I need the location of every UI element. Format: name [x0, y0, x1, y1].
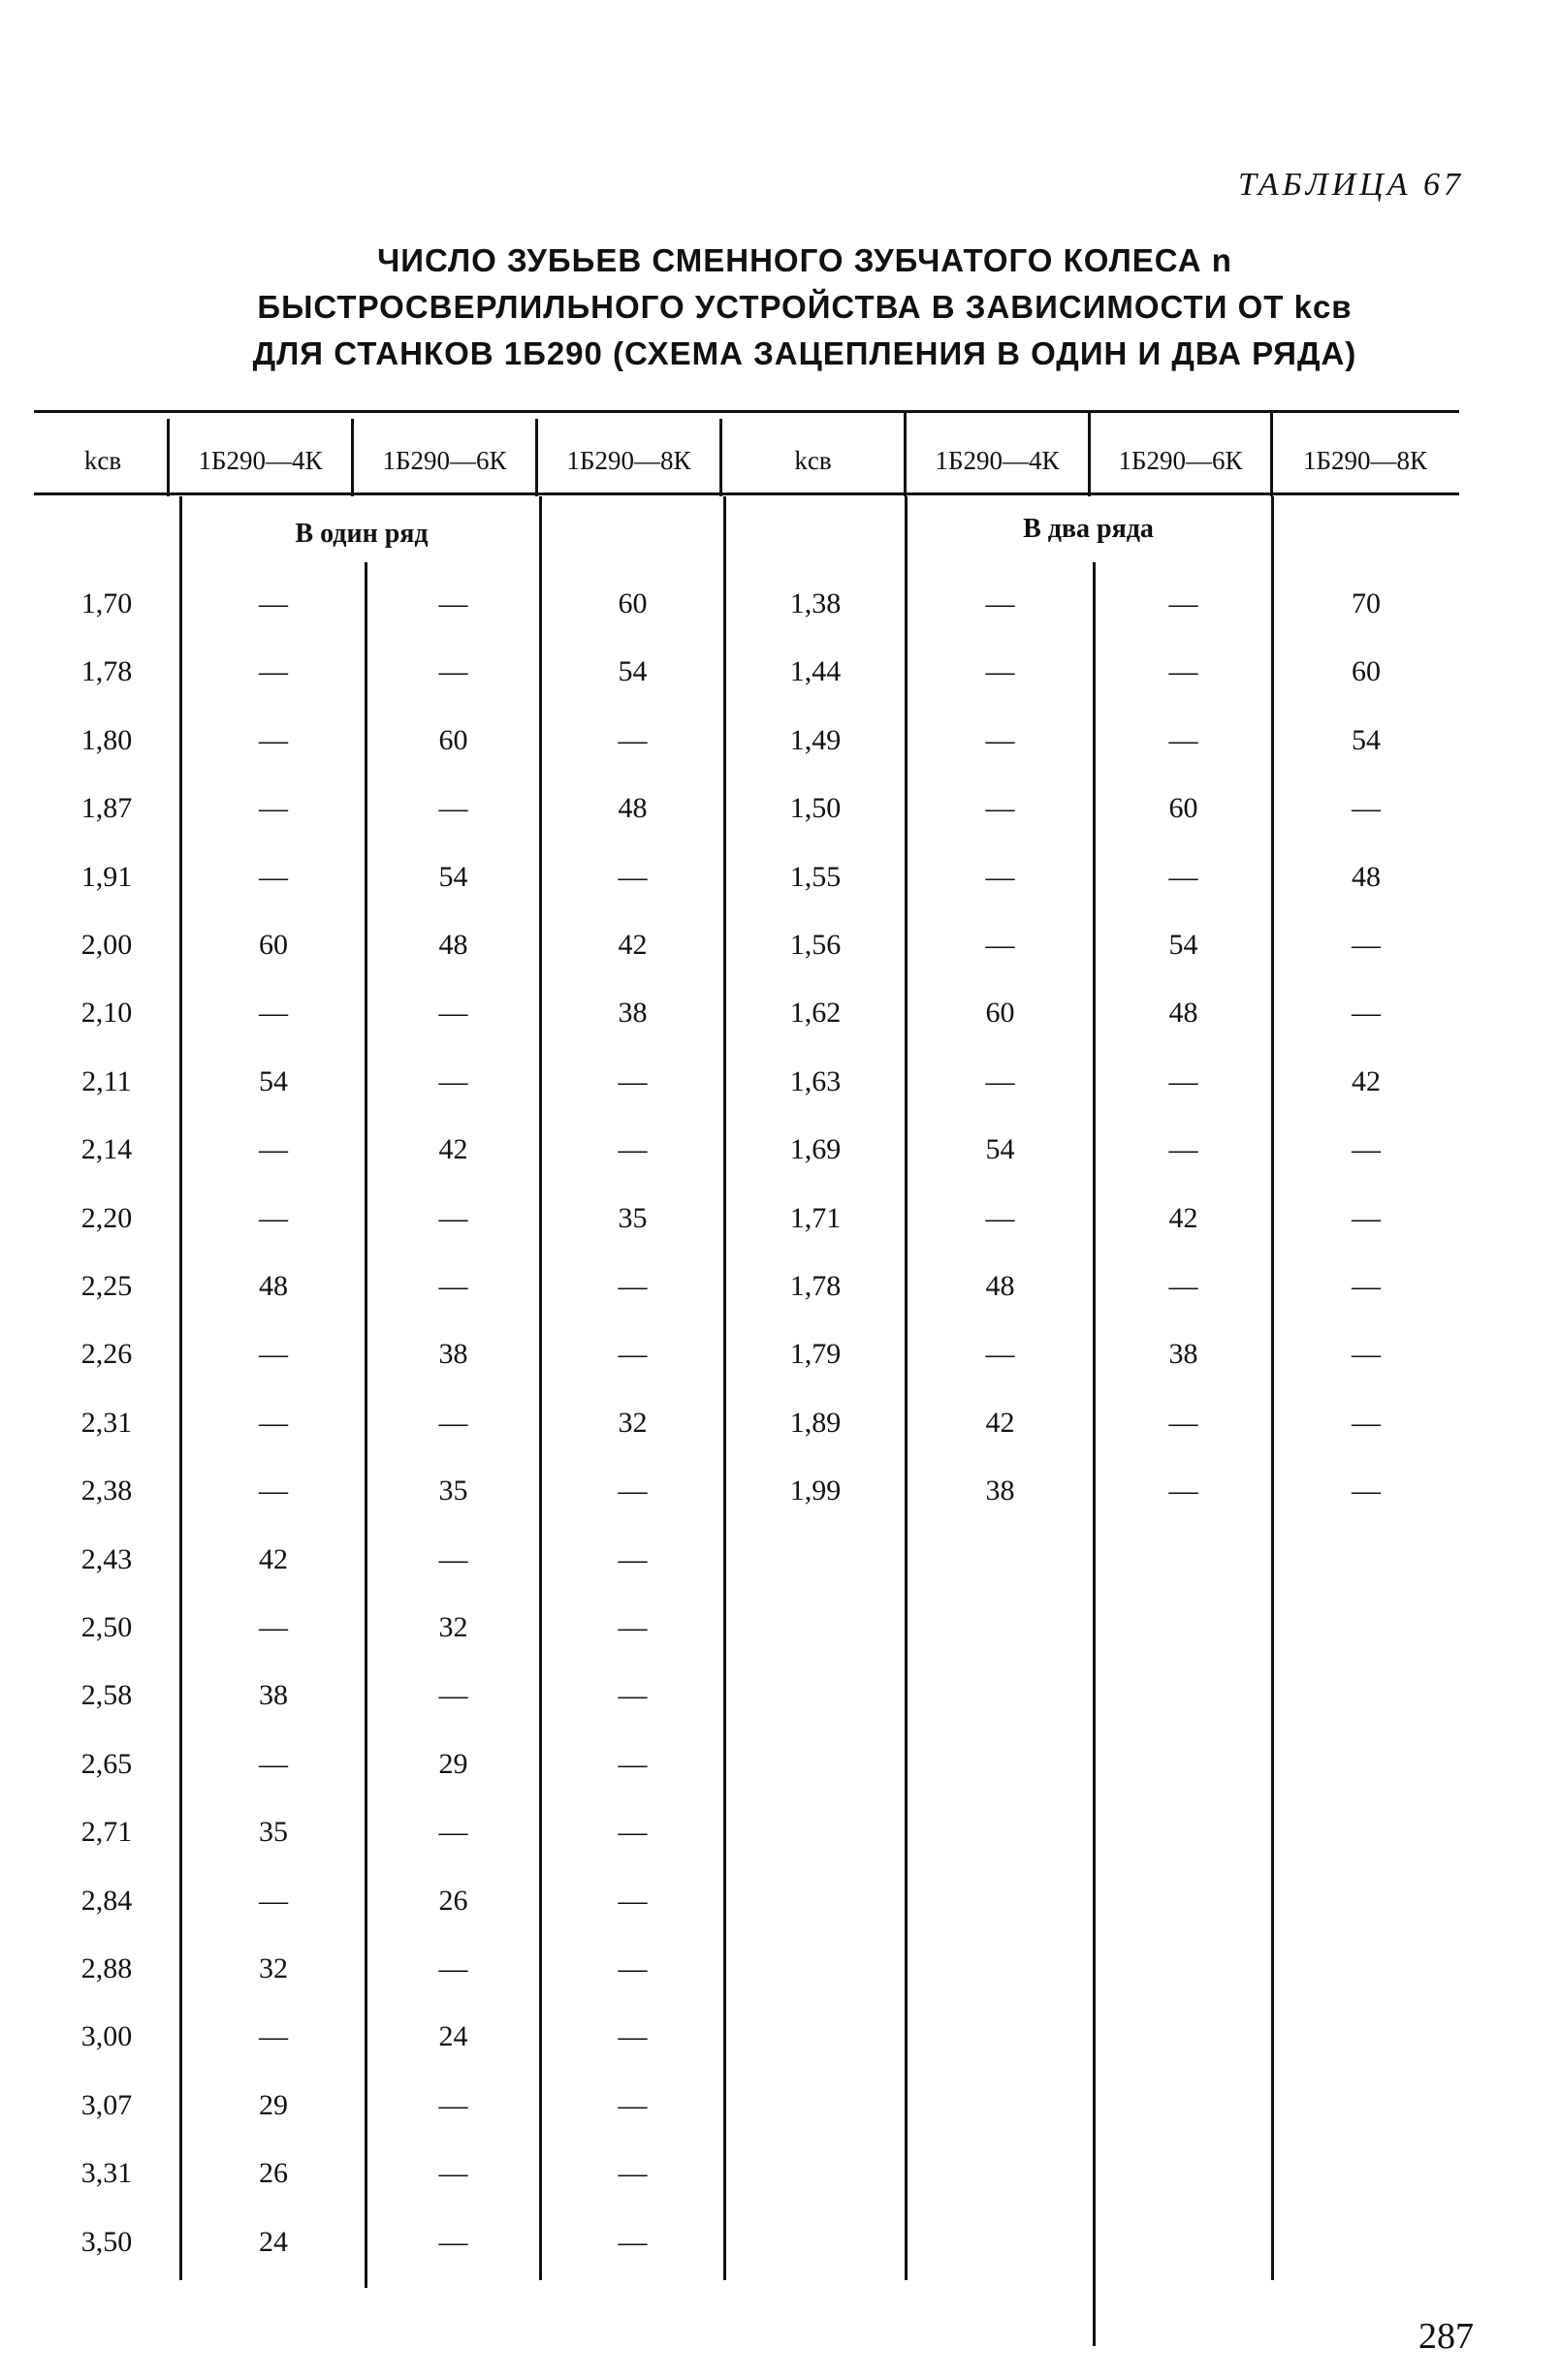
one_row-cell-8k: 42 — [618, 929, 648, 961]
one_row-cell-8k: — — [618, 860, 648, 893]
one_row-cell-kcv: 3,00 — [80, 2020, 133, 2053]
one_row-cell-4k: 32 — [259, 1952, 288, 1984]
one_row-cell-8k: — — [618, 2020, 648, 2053]
one_row-cell-8k: — — [618, 1064, 648, 1097]
one_row-cell-8k: 32 — [618, 1406, 648, 1439]
one_row-cell-kcv: 2,65 — [80, 1747, 133, 1780]
one_row-cell-8k: — — [618, 723, 648, 756]
two_rows-cell-6k: 54 — [1168, 929, 1198, 961]
column-divider — [905, 496, 908, 2280]
one_row-cell-6k: 29 — [438, 1747, 468, 1780]
two_rows-cell-4k: — — [985, 723, 1015, 756]
one_row-cell-8k: — — [618, 1747, 648, 1780]
one_row-cell-kcv: 1,87 — [80, 792, 133, 825]
two_rows-cell-8k: — — [1352, 1475, 1381, 1507]
two_rows-cell-6k: 60 — [1168, 792, 1198, 825]
two_rows-cell-6k: 38 — [1168, 1338, 1198, 1371]
column-divider — [539, 496, 542, 2280]
one_row-cell-8k: — — [618, 1816, 648, 1849]
one_row-cell-8k: — — [618, 2225, 648, 2258]
one_row-cell-kcv: 2,00 — [80, 929, 133, 961]
one_row-cell-8k: 35 — [618, 1201, 648, 1234]
two_rows-cell-kcv: 1,79 — [789, 1338, 842, 1371]
two_rows-cell-8k: — — [1352, 1270, 1381, 1302]
table-label: ТАБЛИЦА 67 — [1238, 167, 1464, 203]
one_row-cell-4k: 35 — [259, 1816, 288, 1849]
one_row-cell-8k: — — [618, 1611, 648, 1643]
one_row-cell-6k: — — [438, 2225, 468, 2258]
two_rows-cell-6k: — — [1168, 1133, 1198, 1166]
column-divider — [1271, 496, 1274, 2280]
header-1b290-8k: 1Б290—8К — [1302, 446, 1427, 475]
one_row-cell-8k: — — [618, 1952, 648, 1984]
one_row-cell-4k: — — [259, 1201, 288, 1234]
one_row-cell-4k: 26 — [259, 2157, 288, 2190]
two_rows-cell-kcv: 1,78 — [789, 1270, 842, 1302]
one_row-cell-4k: — — [259, 2020, 288, 2053]
one_row-cell-kcv: 2,31 — [80, 1406, 133, 1439]
two_rows-cell-kcv: 1,44 — [789, 655, 842, 688]
one_row-cell-4k: 38 — [259, 1679, 288, 1712]
one_row-cell-4k: — — [259, 1133, 288, 1166]
one_row-cell-8k: 38 — [618, 997, 648, 1030]
two_rows-cell-6k: 42 — [1168, 1201, 1198, 1234]
two_rows-cell-4k: 38 — [985, 1475, 1015, 1507]
column-divider — [179, 496, 182, 2280]
one_row-cell-kcv: 2,50 — [80, 1611, 133, 1643]
one_row-cell-6k: 26 — [438, 1884, 468, 1917]
two_rows-cell-4k: — — [985, 860, 1015, 893]
two_rows-cell-4k: — — [985, 1338, 1015, 1371]
one_row-cell-6k: — — [438, 1679, 468, 1712]
two_rows-cell-8k: — — [1352, 792, 1381, 825]
one_row-cell-6k: — — [438, 1542, 468, 1575]
one_row-cell-8k: — — [618, 1884, 648, 1917]
two_rows-cell-4k: 54 — [985, 1133, 1015, 1166]
one_row-cell-6k: 48 — [438, 929, 468, 961]
two_rows-cell-kcv: 1,62 — [789, 997, 842, 1030]
one_row-cell-6k: 24 — [438, 2020, 468, 2053]
one_row-cell-kcv: 2,10 — [80, 997, 133, 1030]
two_rows-cell-6k: — — [1168, 1475, 1198, 1507]
one_row-cell-4k: — — [259, 1475, 288, 1507]
two_rows-cell-kcv: 1,56 — [789, 929, 842, 961]
one_row-cell-kcv: 2,26 — [80, 1338, 133, 1371]
one_row-cell-kcv: 2,11 — [81, 1064, 132, 1097]
one_row-cell-kcv: 2,84 — [80, 1884, 133, 1917]
two_rows-cell-8k: — — [1352, 1201, 1381, 1234]
one_row-cell-kcv: 3,31 — [80, 2157, 133, 2190]
two_rows-cell-6k: 48 — [1168, 997, 1198, 1030]
two_rows-cell-6k: — — [1168, 655, 1198, 688]
one_row-cell-kcv: 2,20 — [80, 1201, 133, 1234]
one_row-cell-4k: — — [259, 1338, 288, 1371]
table-top-rule — [34, 410, 1459, 413]
two_rows-cell-8k: — — [1352, 1338, 1381, 1371]
one_row-cell-4k: 24 — [259, 2225, 288, 2258]
one_row-cell-6k: 38 — [438, 1338, 468, 1371]
two_rows-cell-6k: — — [1168, 860, 1198, 893]
one_row-cell-4k: 48 — [259, 1270, 288, 1302]
column-divider — [723, 496, 726, 2280]
one_row-cell-4k: — — [259, 587, 288, 619]
one_row-cell-4k: — — [259, 860, 288, 893]
two_rows-cell-6k: — — [1168, 1270, 1198, 1302]
two_rows-cell-4k: 48 — [985, 1270, 1015, 1302]
one_row-cell-6k: — — [438, 1816, 468, 1849]
two_rows-cell-4k: — — [985, 655, 1015, 688]
one_row-cell-kcv: 1,70 — [80, 587, 133, 619]
page-number: 287 — [1418, 2316, 1474, 2357]
header-kcv: kсв — [794, 446, 832, 475]
one_row-cell-4k: 29 — [259, 2088, 288, 2121]
two_rows-cell-8k: — — [1352, 997, 1381, 1030]
two_rows-cell-kcv: 1,69 — [789, 1133, 842, 1166]
one_row-cell-6k: 35 — [438, 1475, 468, 1507]
one_row-cell-8k: 48 — [618, 792, 648, 825]
two_rows-cell-6k: — — [1168, 1406, 1198, 1439]
one_row-cell-kcv: 2,88 — [80, 1952, 133, 1984]
two_rows-cell-kcv: 1,38 — [789, 587, 842, 619]
one_row-cell-8k: — — [618, 1338, 648, 1371]
one_row-cell-6k: — — [438, 1406, 468, 1439]
two_rows-cell-4k: — — [985, 1064, 1015, 1097]
one_row-cell-6k: — — [438, 1952, 468, 1984]
two_rows-cell-4k: 42 — [985, 1406, 1015, 1439]
one_row-cell-8k: — — [618, 2157, 648, 2190]
two_rows-cell-kcv: 1,63 — [789, 1064, 842, 1097]
one_row-cell-6k: — — [438, 1201, 468, 1234]
two_rows-cell-kcv: 1,99 — [789, 1475, 842, 1507]
two_rows-cell-4k: — — [985, 929, 1015, 961]
two_rows-cell-8k: 70 — [1352, 587, 1381, 619]
one_row-cell-8k: — — [618, 1475, 648, 1507]
two_rows-cell-6k: — — [1168, 1064, 1198, 1097]
header-1b290-6k: 1Б290—6К — [1118, 446, 1243, 475]
one_row-cell-8k: 60 — [618, 587, 648, 619]
column-divider — [1093, 562, 1096, 2346]
two_rows-cell-kcv: 1,49 — [789, 723, 842, 756]
one_row-cell-8k: — — [618, 1133, 648, 1166]
two_rows-cell-4k: — — [985, 587, 1015, 619]
one_row-cell-8k: — — [618, 2088, 648, 2121]
one_row-cell-kcv: 2,71 — [80, 1816, 133, 1849]
one_row-cell-6k: — — [438, 792, 468, 825]
one_row-cell-6k: 60 — [438, 723, 468, 756]
two_rows-cell-4k: — — [985, 792, 1015, 825]
one_row-cell-4k: 54 — [259, 1064, 288, 1097]
two_rows-cell-8k: — — [1352, 1406, 1381, 1439]
one_row-cell-6k: — — [438, 2157, 468, 2190]
one_row-cell-8k: 54 — [618, 655, 648, 688]
one_row-cell-4k: 60 — [259, 929, 288, 961]
one_row-cell-kcv: 1,80 — [80, 723, 133, 756]
title-line-1: ЧИСЛО ЗУБЬЕВ СМЕННОГО ЗУБЧАТОГО КОЛЕСА n — [377, 242, 1232, 278]
one_row-cell-kcv: 2,38 — [80, 1475, 133, 1507]
table-title — [136, 238, 1474, 377]
title-line-2: БЫСТРОСВЕРЛИЛЬНОГО УСТРОЙСТВА В ЗАВИСИМОСТИ ОТ kсв — [257, 289, 1353, 325]
one_row-cell-8k: — — [618, 1270, 648, 1302]
one_row-cell-6k: 54 — [438, 860, 468, 893]
one_row-cell-6k: — — [438, 2088, 468, 2121]
one_row-cell-kcv: 1,78 — [80, 655, 133, 688]
one_row-cell-kcv: 1,91 — [80, 860, 133, 893]
one_row-cell-kcv: 2,14 — [80, 1133, 133, 1166]
one_row-cell-8k: — — [618, 1542, 648, 1575]
header-1b290-8k: 1Б290—8К — [566, 446, 691, 475]
header-1b290-4k: 1Б290—4К — [198, 446, 323, 475]
two_rows-cell-4k: — — [985, 1201, 1015, 1234]
header-1b290-4k: 1Б290—4К — [935, 446, 1060, 475]
one_row-cell-kcv: 3,07 — [80, 2088, 133, 2121]
subheader-two-rows: В два ряда — [1023, 514, 1154, 544]
one_row-cell-kcv: 2,43 — [80, 1542, 133, 1575]
two_rows-cell-4k: 60 — [985, 997, 1015, 1030]
title-line-3: ДЛЯ СТАНКОВ 1Б290 (СХЕМА ЗАЦЕПЛЕНИЯ В ОДИН И ДВА РЯДА) — [252, 335, 1357, 371]
one_row-cell-4k: 42 — [259, 1542, 288, 1575]
two_rows-cell-kcv: 1,55 — [789, 860, 842, 893]
two_rows-cell-6k: — — [1168, 723, 1198, 756]
one_row-cell-6k: — — [438, 1270, 468, 1302]
two_rows-cell-kcv: 1,50 — [789, 792, 842, 825]
one_row-cell-4k: — — [259, 1884, 288, 1917]
header-1b290-6k: 1Б290—6К — [382, 446, 507, 475]
two_rows-cell-8k: — — [1352, 929, 1381, 961]
one_row-cell-4k: — — [259, 1406, 288, 1439]
two_rows-cell-8k: 60 — [1352, 655, 1381, 688]
header-kcv: kсв — [83, 446, 122, 475]
two_rows-cell-8k: — — [1352, 1133, 1381, 1166]
two_rows-cell-6k: — — [1168, 587, 1198, 619]
one_row-cell-kcv: 3,50 — [80, 2225, 133, 2258]
two_rows-cell-kcv: 1,89 — [789, 1406, 842, 1439]
one_row-cell-4k: — — [259, 723, 288, 756]
one_row-cell-6k: — — [438, 587, 468, 619]
one_row-cell-kcv: 2,25 — [80, 1270, 133, 1302]
one_row-cell-4k: — — [259, 655, 288, 688]
subheader-one-row: В один ряд — [295, 519, 429, 549]
two_rows-cell-kcv: 1,71 — [789, 1201, 842, 1234]
one_row-cell-4k: — — [259, 1747, 288, 1780]
one_row-cell-8k: — — [618, 1679, 648, 1712]
two_rows-cell-8k: 48 — [1352, 860, 1381, 893]
one_row-cell-6k: — — [438, 1064, 468, 1097]
two_rows-cell-8k: 42 — [1352, 1064, 1381, 1097]
one_row-cell-6k: — — [438, 655, 468, 688]
one_row-cell-4k: — — [259, 997, 288, 1030]
one_row-cell-6k: 42 — [438, 1133, 468, 1166]
one_row-cell-4k: — — [259, 792, 288, 825]
one_row-cell-4k: — — [259, 1611, 288, 1643]
one_row-cell-kcv: 2,58 — [80, 1679, 133, 1712]
one_row-cell-6k: — — [438, 997, 468, 1030]
two_rows-cell-8k: 54 — [1352, 723, 1381, 756]
one_row-cell-6k: 32 — [438, 1611, 468, 1643]
